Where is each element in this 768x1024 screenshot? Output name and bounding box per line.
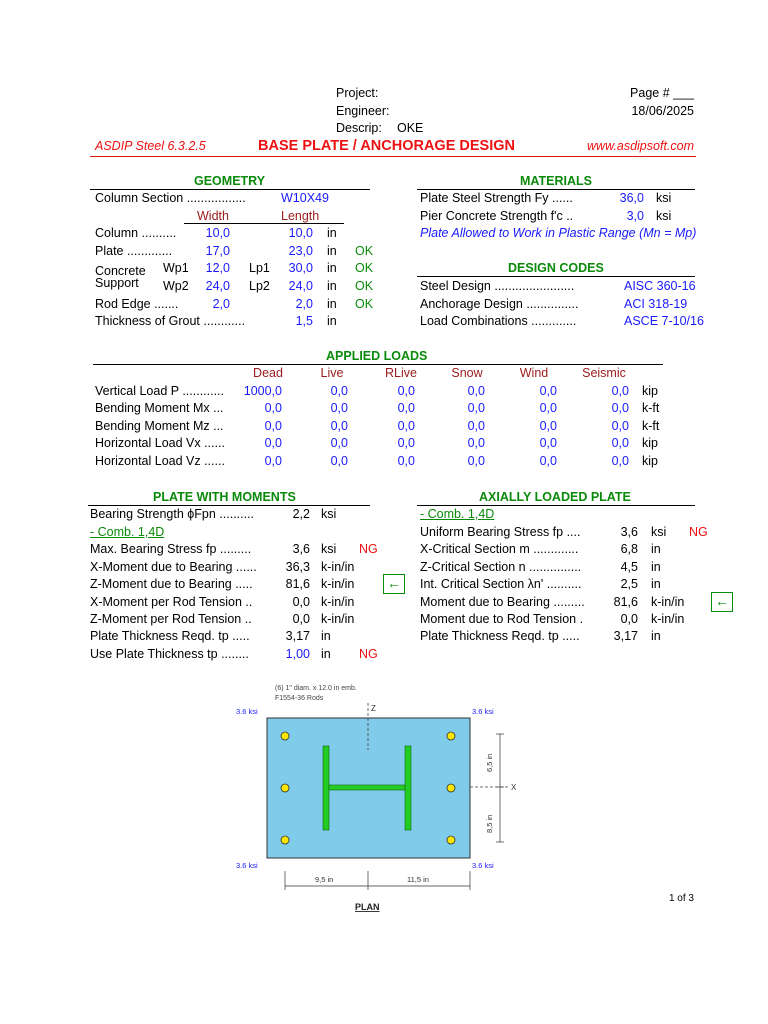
column-width[interactable]: 10,0 [205, 226, 230, 240]
result-label: X-Moment per Rod Tension .. [90, 595, 253, 609]
plate-length[interactable]: 23,0 [288, 244, 313, 258]
unit: k-in/in [321, 560, 355, 574]
result-value: 36,3 [285, 560, 310, 574]
load-value[interactable]: 0,0 [539, 384, 557, 398]
corner-stress-label: 3.6 ksi [472, 707, 494, 716]
load-row-label: Vertical Load P ............ [95, 384, 225, 398]
geometry-row-label: Plate ............. [95, 244, 173, 258]
plastic-range-note[interactable]: Plate Allowed to Work in Plastic Range (Mn = Mp) [420, 226, 697, 240]
load-value[interactable]: 0,0 [467, 384, 485, 398]
unit: in [327, 226, 337, 240]
anchor-rod [281, 784, 289, 792]
load-value[interactable]: 0,0 [330, 419, 348, 433]
corner-stress-label: 3.6 ksi [236, 707, 258, 716]
result-label: Z-Critical Section n ............... [420, 560, 582, 574]
comb-link[interactable]: - Comb. 1,4D [420, 507, 495, 521]
result-value: 0,0 [292, 612, 310, 626]
x-axis-label: X [511, 783, 517, 792]
plate-width[interactable]: 17,0 [205, 244, 230, 258]
unit: in [327, 244, 337, 258]
governing-arrow-icon[interactable]: ← [383, 574, 405, 594]
load-value[interactable]: 0,0 [611, 401, 629, 415]
load-value[interactable]: 0,0 [467, 454, 485, 468]
comb-link[interactable]: - Comb. 1,4D [90, 525, 165, 539]
load-value[interactable]: 0,0 [611, 436, 629, 450]
col-dead: Dead [253, 366, 283, 380]
unit: in [321, 647, 331, 661]
anchorage-design-label: Anchorage Design ............... [420, 297, 579, 311]
load-value[interactable]: 0,0 [539, 401, 557, 415]
result-label: Plate Thickness Reqd. tp ..... [420, 629, 580, 643]
column-section-value[interactable]: W10X49 [281, 191, 329, 205]
result-value: 4,5 [620, 560, 638, 574]
page-title: BASE PLATE / ANCHORAGE DESIGN [258, 138, 515, 154]
status-ok: OK [355, 297, 374, 311]
lp1-label: Lp1 [249, 261, 270, 275]
bearing-strength-value: 2,2 [292, 507, 310, 521]
unit: in [651, 577, 661, 591]
length-header: Length [281, 209, 320, 223]
result-label: Uniform Bearing Stress fp .... [420, 525, 581, 539]
anchor-rod [447, 732, 455, 740]
load-value[interactable]: 0,0 [467, 401, 485, 415]
dimension-left-label: 9,5 in [315, 875, 334, 884]
unit: k-ft [642, 419, 660, 433]
anchor-rod [447, 784, 455, 792]
load-value[interactable]: 1000,0 [243, 384, 282, 398]
descrip-label: Descrip: [336, 121, 382, 135]
governing-arrow-icon[interactable]: ← [711, 592, 733, 612]
plate-moments-heading: PLATE WITH MOMENTS [153, 490, 296, 504]
column-web [329, 785, 405, 790]
load-combinations-value[interactable]: ASCE 7-10/16 [624, 314, 704, 328]
unit: kip [642, 436, 658, 450]
unit: k-in/in [321, 577, 355, 591]
fc-label: Pier Concrete Strength f'c .. [420, 209, 574, 223]
result-value: 3,17 [285, 629, 310, 643]
steel-design-label: Steel Design ....................... [420, 279, 575, 293]
geometry-heading: GEOMETRY [194, 174, 266, 188]
load-value[interactable]: 0,0 [397, 384, 415, 398]
load-value[interactable]: 0,0 [611, 454, 629, 468]
result-value: 81,6 [285, 577, 310, 591]
dimension-right-label: 11,5 in [407, 875, 429, 884]
materials-heading: MATERIALS [520, 174, 592, 188]
result-label: Moment due to Bearing ......... [420, 595, 585, 609]
load-value[interactable]: 0,0 [264, 401, 282, 415]
descrip-value: OKE [397, 121, 424, 135]
design-codes-heading: DESIGN CODES [508, 261, 604, 275]
website-link[interactable]: www.asdipsoft.com [587, 139, 694, 153]
status-ok: OK [355, 279, 374, 293]
load-value[interactable]: 0,0 [330, 384, 348, 398]
unit: in [327, 314, 337, 328]
result-value: 81,6 [613, 595, 638, 609]
result-value: 6,8 [620, 542, 638, 556]
fc-value[interactable]: 3,0 [626, 209, 644, 223]
unit: kip [642, 454, 658, 468]
use-thickness-label: Use Plate Thickness tp ........ [90, 647, 249, 661]
unit: k-ft [642, 401, 660, 415]
dimension-bottom-label: 8,5 in [485, 814, 494, 833]
load-row-label: Horizontal Load Vx ...... [95, 436, 225, 450]
rod-edge-label: Rod Edge ....... [95, 297, 179, 311]
unit: ksi [321, 507, 337, 521]
concrete-label: Concrete [95, 264, 146, 278]
col-rlive: RLive [385, 366, 417, 380]
unit: ksi [656, 209, 672, 223]
use-thickness-value[interactable]: 1,00 [285, 647, 310, 661]
result-label: Plate Thickness Reqd. tp ..... [90, 629, 250, 643]
load-row-label: Bending Moment Mx ... [95, 401, 224, 415]
result-value: 2,5 [620, 577, 638, 591]
support-label: Support [95, 276, 139, 290]
rods-note-line1: (6) 1" diam. x 12.0 in emb. [275, 685, 357, 692]
load-value[interactable]: 0,0 [397, 454, 415, 468]
load-value[interactable]: 0,0 [467, 436, 485, 450]
unit: k-in/in [321, 612, 355, 626]
grout-value[interactable]: 1,5 [295, 314, 313, 328]
load-value[interactable]: 0,0 [264, 436, 282, 450]
z-axis-label: Z [371, 704, 376, 713]
steel-design-value[interactable]: AISC 360-16 [624, 279, 696, 293]
load-value[interactable]: 0,0 [397, 419, 415, 433]
load-value[interactable]: 0,0 [397, 401, 415, 415]
unit: in [651, 629, 661, 643]
status-ng: NG [359, 647, 378, 661]
column-flange-left [323, 746, 329, 830]
lp1-value[interactable]: 30,0 [288, 261, 313, 275]
result-value: 0,0 [620, 612, 638, 626]
project-label: Project: [336, 86, 379, 100]
unit: in [327, 279, 337, 293]
unit: in [651, 560, 661, 574]
anchor-rod [281, 732, 289, 740]
software-version: ASDIP Steel 6.3.2.5 [95, 139, 206, 153]
result-label: X-Critical Section m ............. [420, 542, 579, 556]
wp1-label: Wp1 [163, 261, 189, 275]
column-flange-right [405, 746, 411, 830]
load-value[interactable]: 0,0 [330, 454, 348, 468]
fy-value[interactable]: 36,0 [619, 191, 644, 205]
col-wind: Wind [519, 366, 549, 380]
load-value[interactable]: 0,0 [264, 419, 282, 433]
corner-stress-label: 3.6 ksi [472, 861, 494, 870]
unit: ksi [321, 542, 337, 556]
result-label: X-Moment due to Bearing ...... [90, 560, 257, 574]
fy-label: Plate Steel Strength Fy ...... [420, 191, 573, 205]
load-value[interactable]: 0,0 [611, 384, 629, 398]
load-row-label: Bending Moment Mz ... [95, 419, 224, 433]
wp2-label: Wp2 [163, 279, 189, 293]
dimension-top-label: 6,5 in [485, 753, 494, 772]
load-value[interactable]: 0,0 [397, 436, 415, 450]
status-ok: OK [355, 261, 374, 275]
load-value[interactable]: 0,0 [330, 401, 348, 415]
rods-note-line2: F1554-36 Rods [275, 695, 324, 702]
column-section-label: Column Section ................. [95, 191, 246, 205]
wp2-value[interactable]: 24,0 [205, 279, 230, 293]
unit: in [327, 297, 337, 311]
unit: in [651, 542, 661, 556]
result-value: 3,17 [613, 629, 638, 643]
lp2-value[interactable]: 24,0 [288, 279, 313, 293]
unit: ksi [651, 525, 667, 539]
result-value: 0,0 [292, 595, 310, 609]
unit: in [327, 261, 337, 275]
corner-stress-label: 3.6 ksi [236, 861, 258, 870]
status-ok: OK [355, 244, 374, 258]
load-value[interactable]: 0,0 [330, 436, 348, 450]
page-number-label: Page # ___ [630, 86, 694, 100]
page-count: 1 of 3 [668, 893, 694, 904]
load-value[interactable]: 0,0 [539, 454, 557, 468]
date-value: 18/06/2025 [631, 104, 694, 118]
engineer-label: Engineer: [336, 104, 390, 118]
result-label: Max. Bearing Stress fp ......... [90, 542, 252, 556]
unit: k-in/in [651, 612, 685, 626]
rod-edge-width[interactable]: 2,0 [212, 297, 230, 311]
load-row-label: Horizontal Load Vz ...... [95, 454, 225, 468]
result-label: Z-Moment due to Bearing ..... [90, 577, 253, 591]
unit: k-in/in [321, 595, 355, 609]
width-header: Width [197, 209, 229, 223]
anchor-rod [447, 836, 455, 844]
unit: k-in/in [651, 595, 685, 609]
status-ng: NG [359, 542, 378, 556]
bearing-strength-label: Bearing Strength ϕFpn .......... [90, 507, 255, 521]
unit: kip [642, 384, 658, 398]
result-label: Z-Moment per Rod Tension .. [90, 612, 252, 626]
wp1-value[interactable]: 12,0 [205, 261, 230, 275]
col-seismic: Seismic [582, 366, 626, 380]
col-snow: Snow [451, 366, 483, 380]
axial-plate-heading: AXIALLY LOADED PLATE [479, 490, 631, 504]
load-combinations-label: Load Combinations ............. [420, 314, 577, 328]
unit: ksi [656, 191, 672, 205]
status-ng: NG [689, 525, 708, 539]
result-label: Int. Critical Section λn' .......... [420, 577, 582, 591]
plan-caption: PLAN [355, 902, 380, 912]
load-value[interactable]: 0,0 [539, 419, 557, 433]
grout-label: Thickness of Grout ............ [95, 314, 246, 328]
geometry-row-label: Column .......... [95, 226, 177, 240]
rod-edge-length[interactable]: 2,0 [295, 297, 313, 311]
col-live: Live [320, 366, 344, 380]
result-value: 3,6 [292, 542, 310, 556]
result-label: Moment due to Rod Tension . [420, 612, 584, 626]
result-value: 3,6 [620, 525, 638, 539]
load-value[interactable]: 0,0 [467, 419, 485, 433]
load-value[interactable]: 0,0 [264, 454, 282, 468]
lp2-label: Lp2 [249, 279, 270, 293]
unit: in [321, 629, 331, 643]
column-length[interactable]: 10,0 [288, 226, 313, 240]
anchorage-design-value[interactable]: ACI 318-19 [624, 297, 688, 311]
anchor-rod [281, 836, 289, 844]
applied-loads-heading: APPLIED LOADS [326, 349, 428, 363]
load-value[interactable]: 0,0 [539, 436, 557, 450]
load-value[interactable]: 0,0 [611, 419, 629, 433]
